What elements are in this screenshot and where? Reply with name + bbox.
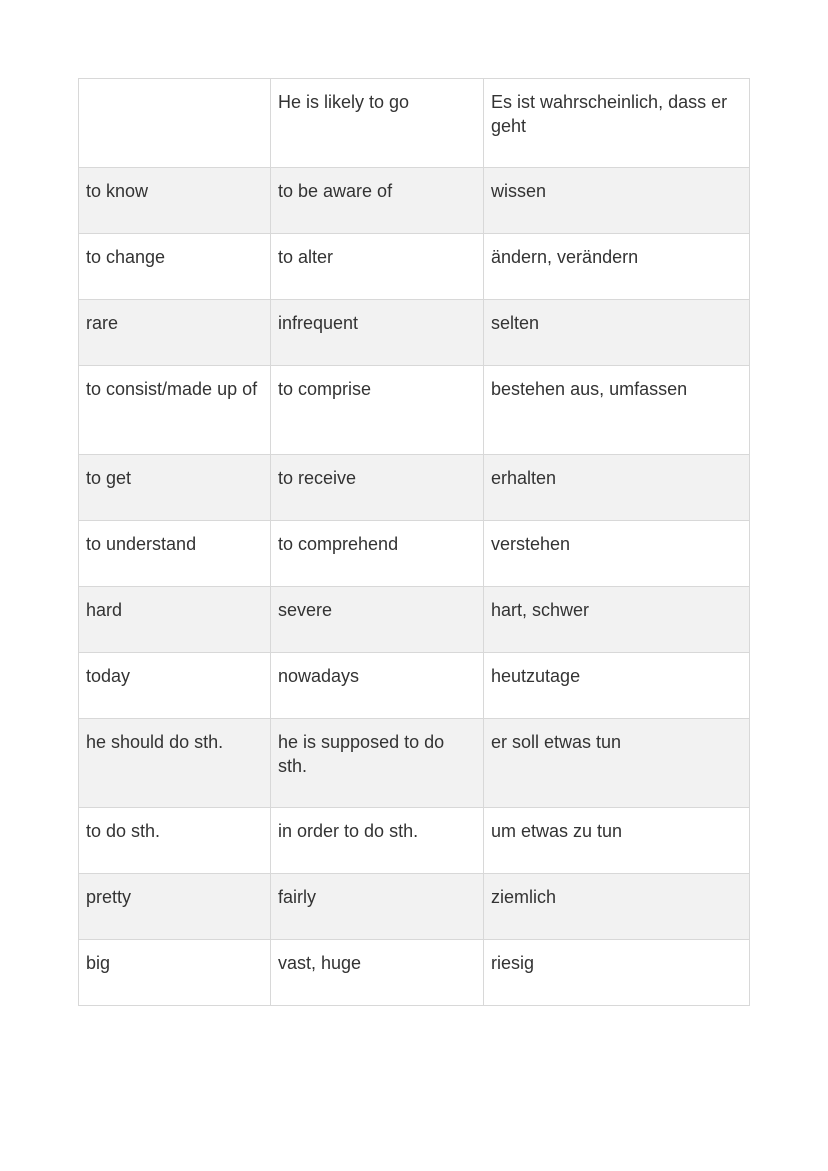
synonym-cell: to be aware of bbox=[271, 168, 484, 234]
table-row bbox=[79, 168, 750, 234]
synonym-cell: nowadays bbox=[271, 653, 484, 719]
english-cell bbox=[79, 79, 271, 168]
english-cell: today bbox=[79, 653, 271, 719]
english-cell: big bbox=[79, 940, 271, 1006]
german-cell: er soll etwas tun bbox=[484, 719, 750, 808]
synonym-cell: to alter bbox=[271, 234, 484, 300]
german-cell: Es ist wahrscheinlich, dass er geht bbox=[484, 79, 750, 168]
vocabulary-table bbox=[78, 78, 750, 1006]
synonym-cell: infrequent bbox=[271, 300, 484, 366]
synonym-cell: to receive bbox=[271, 455, 484, 521]
synonym-cell: vast, huge bbox=[271, 940, 484, 1006]
table-row bbox=[79, 79, 750, 168]
table-row bbox=[79, 874, 750, 940]
german-cell: hart, schwer bbox=[484, 587, 750, 653]
synonym-cell: fairly bbox=[271, 874, 484, 940]
english-cell: pretty bbox=[79, 874, 271, 940]
synonym-cell: He is likely to go bbox=[271, 79, 484, 168]
english-cell: hard bbox=[79, 587, 271, 653]
synonym-cell: to comprehend bbox=[271, 521, 484, 587]
table-row bbox=[79, 719, 750, 808]
english-cell: to do sth. bbox=[79, 808, 271, 874]
german-cell: selten bbox=[484, 300, 750, 366]
english-cell: to consist/made up of bbox=[79, 366, 271, 455]
german-cell: ziemlich bbox=[484, 874, 750, 940]
table-row bbox=[79, 653, 750, 719]
table-row bbox=[79, 587, 750, 653]
table-row bbox=[79, 940, 750, 1006]
german-cell: heutzutage bbox=[484, 653, 750, 719]
synonym-cell: to comprise bbox=[271, 366, 484, 455]
table-row bbox=[79, 521, 750, 587]
english-cell: to get bbox=[79, 455, 271, 521]
table-row bbox=[79, 366, 750, 455]
english-cell: he should do sth. bbox=[79, 719, 271, 808]
synonym-cell: in order to do sth. bbox=[271, 808, 484, 874]
table-row bbox=[79, 234, 750, 300]
english-cell: to understand bbox=[79, 521, 271, 587]
english-cell: to know bbox=[79, 168, 271, 234]
german-cell: riesig bbox=[484, 940, 750, 1006]
table-row bbox=[79, 808, 750, 874]
german-cell: bestehen aus, umfassen bbox=[484, 366, 750, 455]
synonym-cell: he is supposed to do sth. bbox=[271, 719, 484, 808]
table-row bbox=[79, 300, 750, 366]
table-row bbox=[79, 455, 750, 521]
synonym-cell: severe bbox=[271, 587, 484, 653]
english-cell: to change bbox=[79, 234, 271, 300]
german-cell: wissen bbox=[484, 168, 750, 234]
german-cell: verstehen bbox=[484, 521, 750, 587]
english-cell: rare bbox=[79, 300, 271, 366]
german-cell: um etwas zu tun bbox=[484, 808, 750, 874]
german-cell: ändern, verändern bbox=[484, 234, 750, 300]
german-cell: erhalten bbox=[484, 455, 750, 521]
